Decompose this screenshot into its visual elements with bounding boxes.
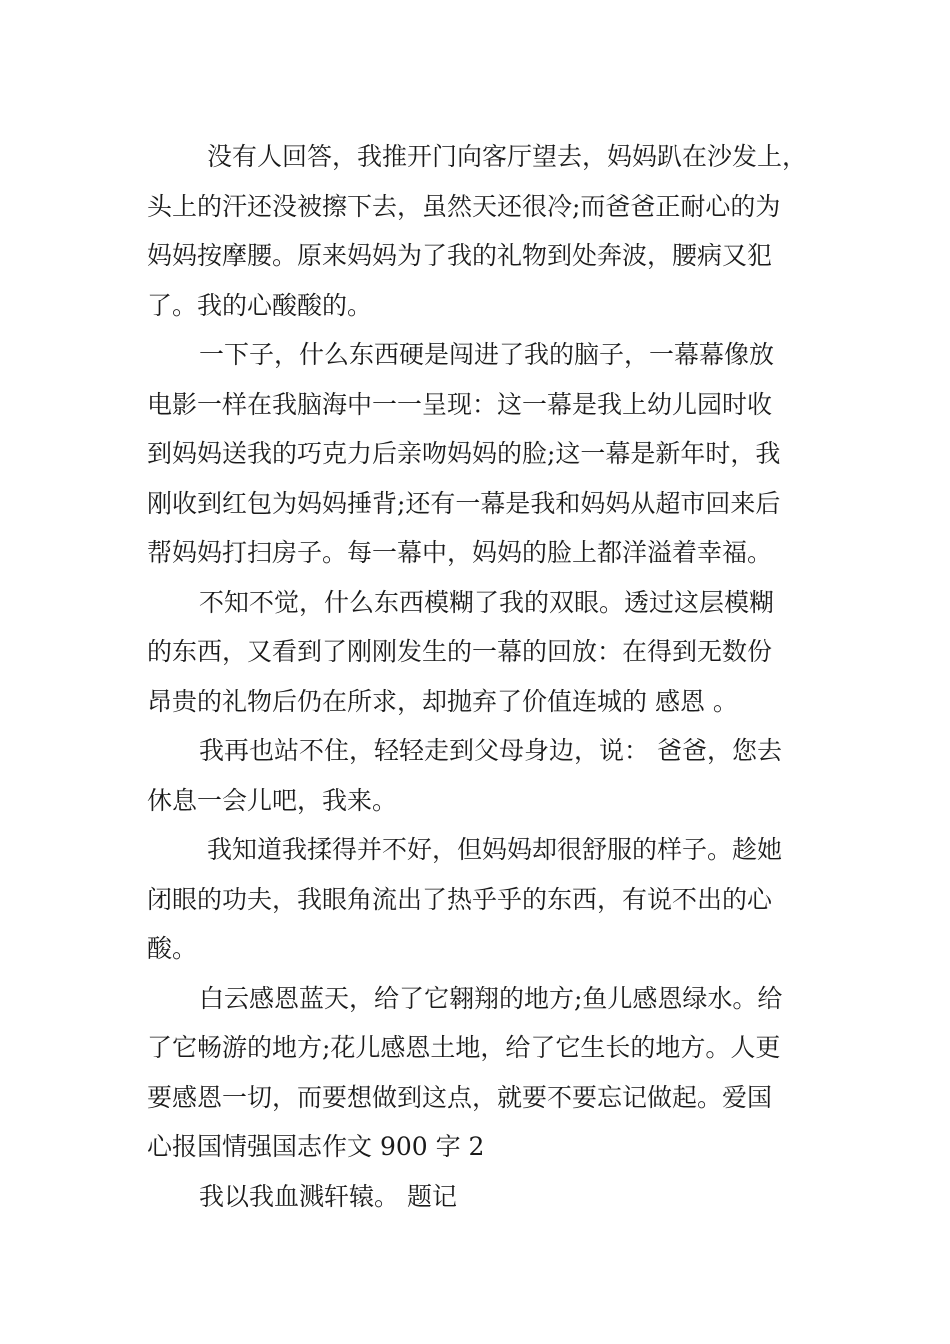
paragraph-line: 帮妈妈打扫房子。每一幕中，妈妈的脸上都洋溢着幸福。 xyxy=(147,538,773,567)
paragraph-line: 了它畅游的地方;花儿感恩土地，给了它生长的地方。人更 xyxy=(147,1033,781,1062)
paragraph-line: 头上的汗还没被擦下去，虽然天还很冷;而爸爸正耐心的为 xyxy=(147,191,781,221)
paragraph-line: 闭眼的功夫，我眼角流出了热乎乎的东西，有说不出的心 xyxy=(147,884,773,914)
paragraph-line: 到妈妈送我的巧克力后亲吻妈妈的脸;这一幕是新年时，我 xyxy=(147,439,781,468)
paragraph-line: 我知道我揉得并不好，但妈妈却很舒服的样子。趁她 xyxy=(207,835,783,864)
paragraph-line: 电影一样在我脑海中一一呈现：这一幕是我上幼儿园时收 xyxy=(147,389,773,419)
document-body xyxy=(147,132,807,1221)
paragraph-line: 不知不觉，什么东西模糊了我的双眼。透过这层模糊 xyxy=(199,587,775,617)
paragraph-line: 酸。 xyxy=(147,934,198,963)
paragraph-line: 昂贵的礼物后仍在所求，却抛弃了价值连城的 感恩 。 xyxy=(147,686,738,716)
paragraph-line: 一下子，什么东西硬是闯进了我的脑子，一幕幕像放 xyxy=(199,340,775,369)
paragraph-line: 休息一会儿吧，我来。 xyxy=(147,785,398,815)
paragraph-line: 了。我的心酸酸的。 xyxy=(147,290,373,320)
paragraph-line: 的东西，又看到了刚刚发生的一幕的回放：在得到无数份 xyxy=(147,637,773,666)
paragraph-line: 妈妈按摩腰。原来妈妈为了我的礼物到处奔波，腰病又犯 xyxy=(147,241,773,270)
paragraph-line: 没有人回答，我推开门向客厅望去，妈妈趴在沙发上， xyxy=(207,142,808,171)
paragraph-line: 我再也站不住，轻轻走到父母身边，说： 爸爸，您去 xyxy=(199,736,782,765)
epigraph-line: 我以我血溅轩辕。 题记 xyxy=(199,1181,457,1211)
paragraph-line: 刚收到红包为妈妈捶背;还有一幕是我和妈妈从超市回来后 xyxy=(147,488,781,518)
paragraph-line: 白云感恩蓝天，给了它翱翔的地方;鱼儿感恩绿水。给 xyxy=(199,983,783,1013)
paragraph-line: 要感恩一切，而要想做到这点，就要不要忘记做起。爱国 xyxy=(147,1082,773,1112)
section-heading: 心报国情强国志作文 900 字 2 xyxy=(147,1132,485,1161)
